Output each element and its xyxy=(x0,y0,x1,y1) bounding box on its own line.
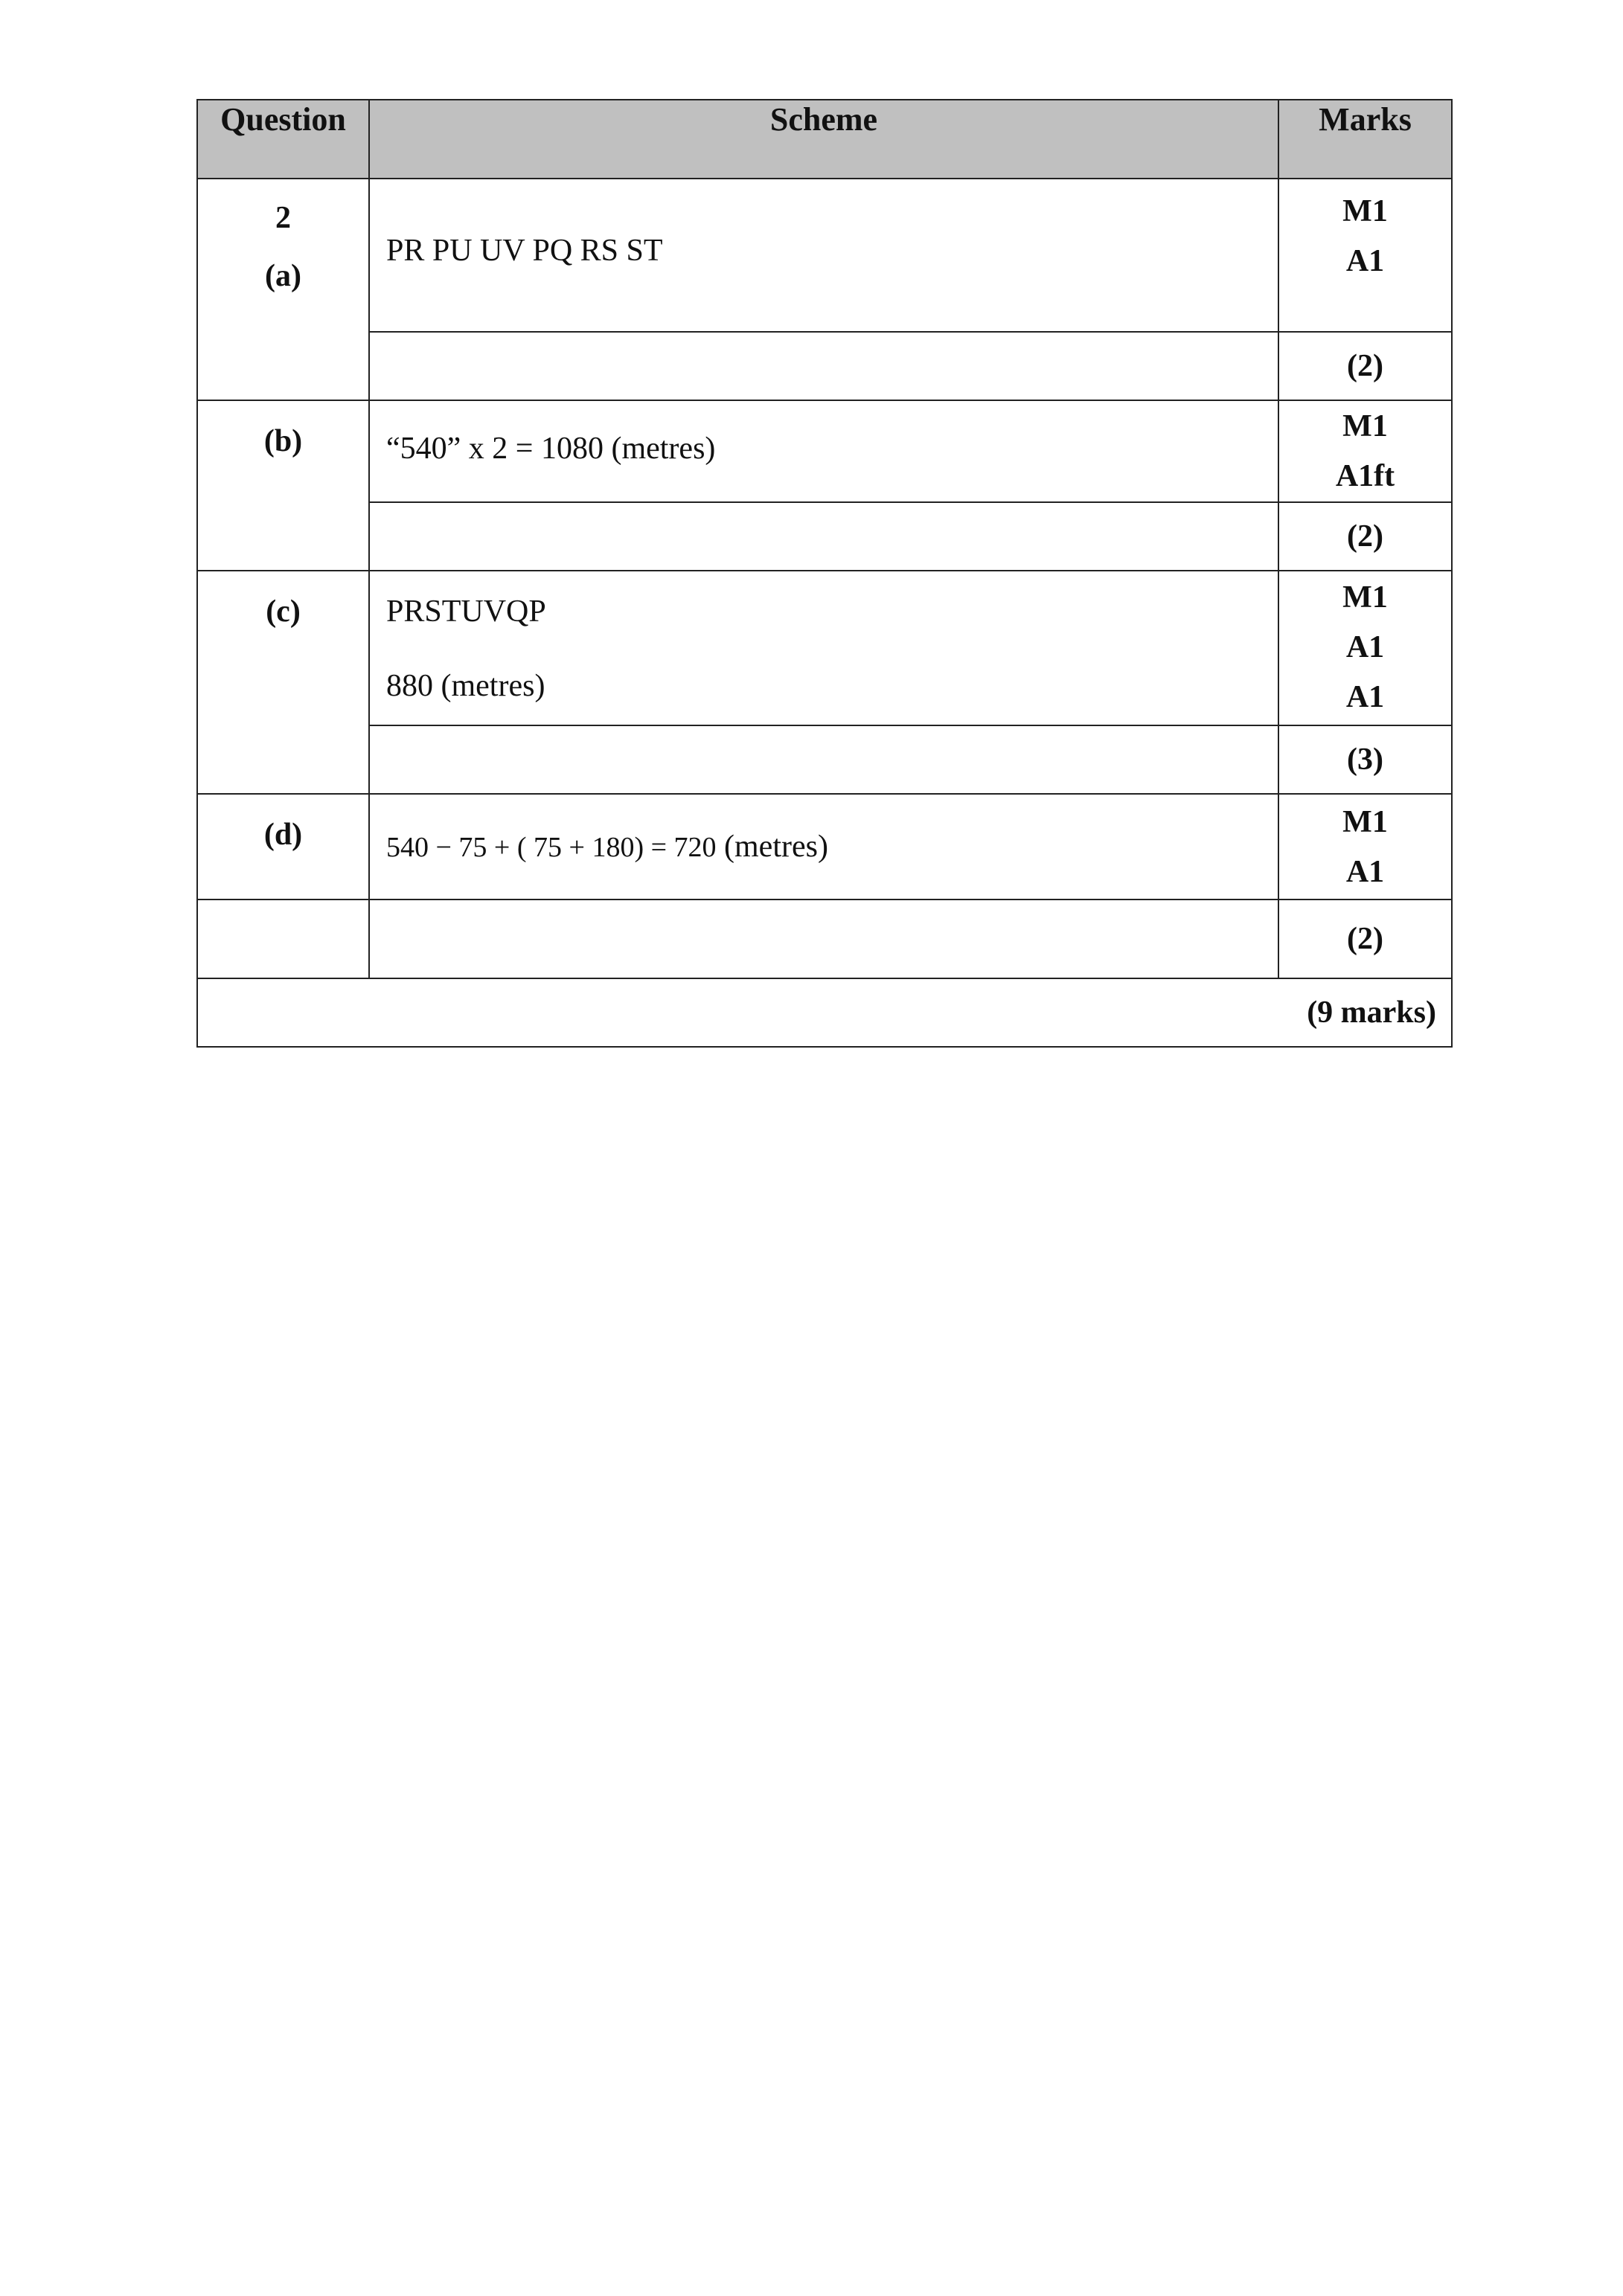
table-row xyxy=(197,900,1452,978)
table-row xyxy=(197,179,1452,332)
marks-cell xyxy=(1278,794,1452,900)
table-row xyxy=(197,725,1452,794)
part-label: (d) xyxy=(263,818,303,852)
scheme-text: 880 (metres) xyxy=(386,669,545,703)
mark-label: A1 xyxy=(1345,630,1385,664)
subtotal-cell: (2) xyxy=(1278,332,1452,400)
mark-label: A1 xyxy=(1345,244,1385,278)
mark-label: M1 xyxy=(1342,805,1388,839)
question-cell xyxy=(197,794,369,900)
mark-scheme-table xyxy=(196,99,1453,1048)
table-row xyxy=(197,794,1452,900)
mark-label: A1ft xyxy=(1335,459,1395,493)
question-cell xyxy=(197,400,369,571)
scheme-cell xyxy=(369,502,1278,571)
mark-label: M1 xyxy=(1342,580,1388,615)
table-row xyxy=(197,332,1452,400)
scheme-cell xyxy=(369,400,1278,502)
table-row xyxy=(197,571,1452,725)
subtotal-cell: (2) xyxy=(1278,502,1452,571)
part-label: (a) xyxy=(265,259,301,293)
scheme-cell xyxy=(369,900,1278,978)
scheme-text: “540” x 2 = 1080 (metres) xyxy=(386,432,716,466)
header-question: Question xyxy=(197,100,369,179)
scheme-cell xyxy=(369,725,1278,794)
scheme-cell xyxy=(369,332,1278,400)
part-label: (b) xyxy=(263,424,303,458)
total-marks: (9 marks) xyxy=(197,978,1452,1047)
mark-label: M1 xyxy=(1342,409,1388,443)
scheme-cell xyxy=(369,571,1278,725)
header-scheme: Scheme xyxy=(369,100,1278,179)
table-row xyxy=(197,502,1452,571)
scheme-cell xyxy=(369,179,1278,332)
scheme-text: PRSTUVQP xyxy=(386,594,546,629)
scheme-cell xyxy=(369,794,1278,900)
mark-label: M1 xyxy=(1342,194,1388,228)
table-row xyxy=(197,400,1452,502)
part-label: (c) xyxy=(266,594,301,629)
header-marks: Marks xyxy=(1278,100,1452,179)
scheme-text xyxy=(386,829,1278,865)
subtotal-cell: (3) xyxy=(1278,725,1452,794)
total-row xyxy=(197,978,1452,1047)
subtotal-cell: (2) xyxy=(1278,900,1452,978)
scheme-math: 540 − 75 + ( 75 + 180) = 720 xyxy=(386,832,717,863)
scheme-text: PR PU UV PQ RS ST xyxy=(386,234,663,268)
question-cell xyxy=(197,571,369,794)
marks-cell xyxy=(1278,571,1452,725)
question-number: 2 xyxy=(275,201,291,235)
header-row xyxy=(197,100,1452,179)
question-cell xyxy=(197,900,369,978)
question-cell xyxy=(197,179,369,400)
marks-cell xyxy=(1278,400,1452,502)
mark-label: A1 xyxy=(1345,680,1385,714)
marks-cell xyxy=(1278,179,1452,332)
scheme-unit: (metres) xyxy=(716,830,828,864)
mark-label: A1 xyxy=(1345,855,1385,889)
